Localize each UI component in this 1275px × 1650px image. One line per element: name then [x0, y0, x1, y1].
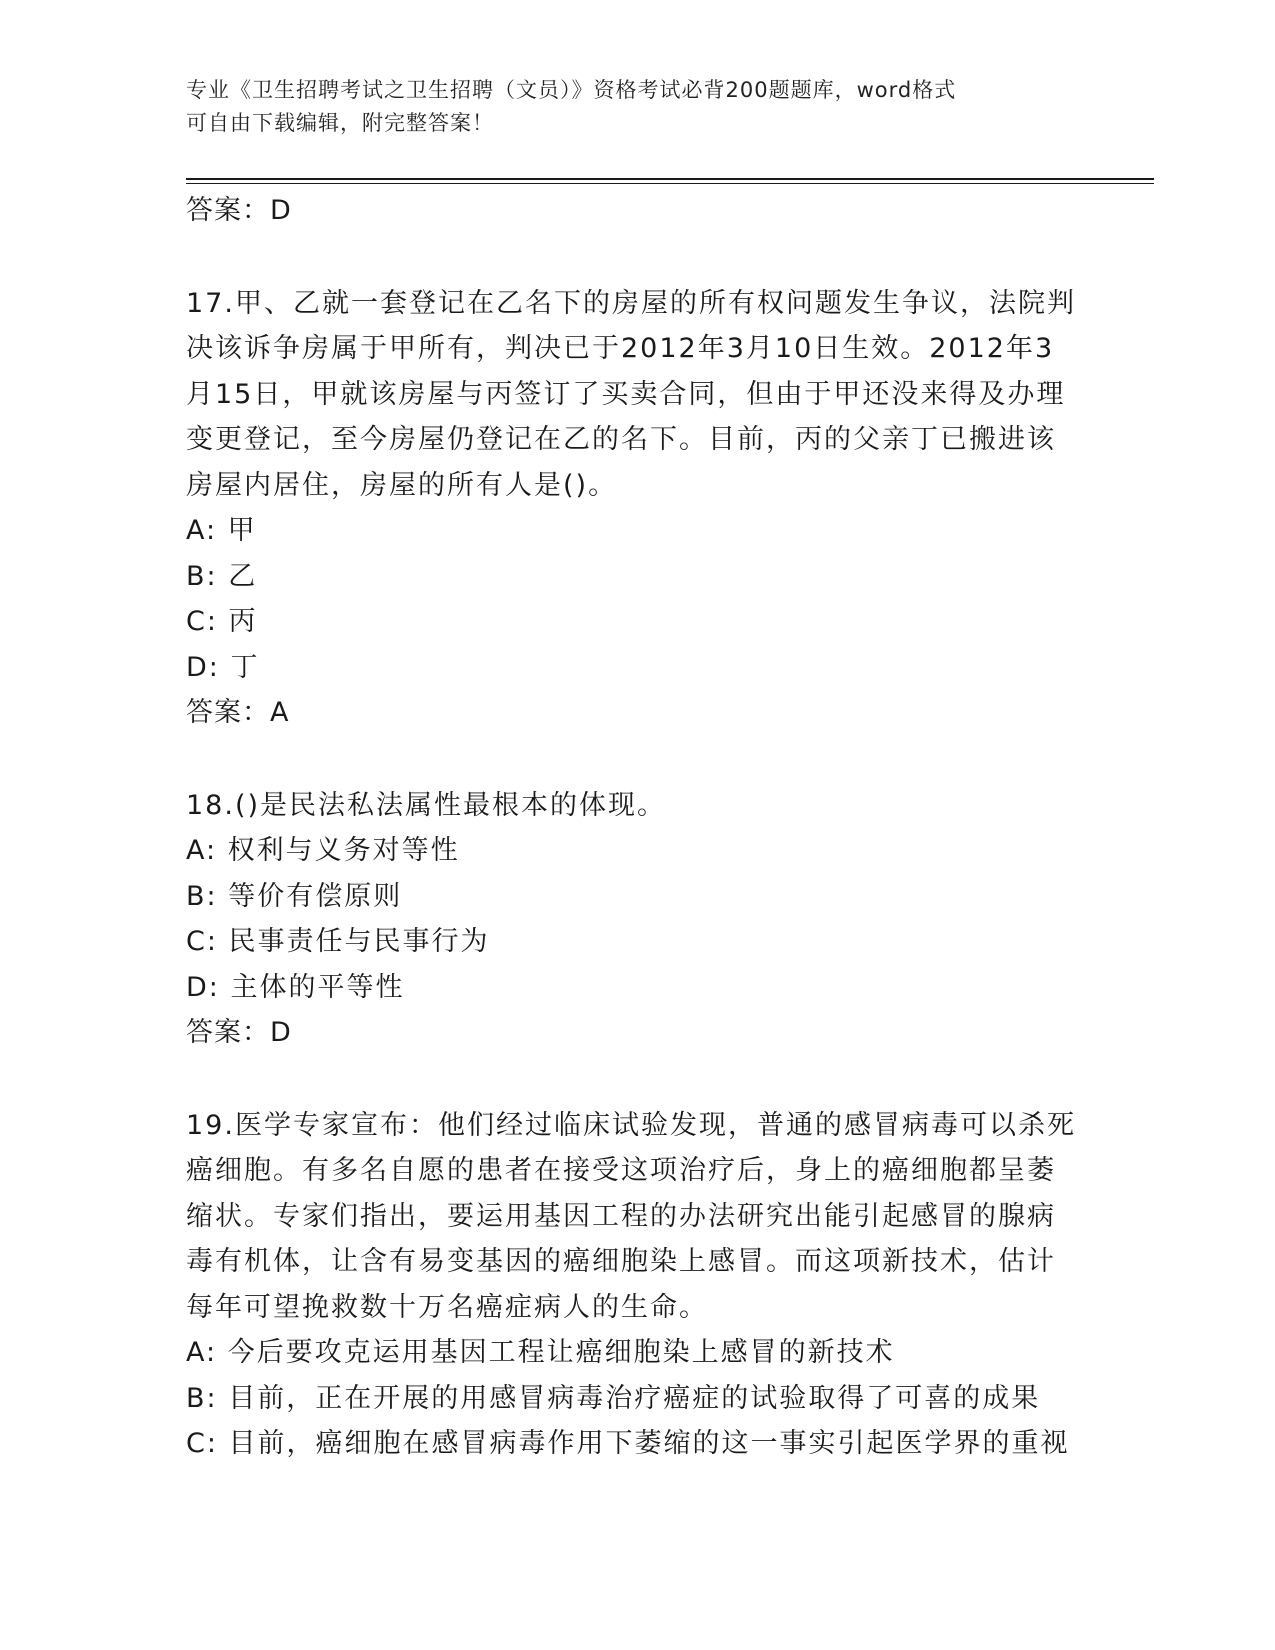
- question-text-line: 18.()是民法私法属性最根本的体现。: [186, 789, 667, 821]
- question-text-line: 19.医学专家宣布：他们经过临床试验发现，普通的感冒病毒可以杀死: [186, 1109, 1076, 1141]
- header-divider-thin: [186, 183, 1154, 184]
- option-b: B: 目前，正在开展的用感冒病毒治疗癌症的试验取得了可喜的成果: [186, 1382, 1041, 1414]
- spacer: [186, 1056, 1096, 1103]
- option-a: A: 权利与义务对等性: [186, 835, 460, 866]
- option-a: A: 甲: [186, 515, 257, 546]
- spacer: [186, 736, 1096, 783]
- question-text-line: 月15日，甲就该房屋与丙签订了买卖合同，但由于甲还没来得及办理: [186, 378, 1066, 410]
- question-block: [186, 281, 1096, 736]
- question-text-line: 房屋内居住，房屋的所有人是()。: [186, 469, 618, 501]
- header-line-1: 专业《卫生招聘考试之卫生招聘（文员）》资格考试必背200题题库，word格式: [186, 78, 957, 102]
- option-c: C: 民事责任与民事行为: [186, 926, 490, 957]
- question-text-line: 毒有机体，让含有易变基因的癌细胞染上感冒。而这项新技术，估计: [186, 1246, 1056, 1277]
- option-b: B: 乙: [186, 560, 258, 592]
- question-text-line: 17.甲、乙就一套登记在乙名下的房屋的所有权问题发生争议，法院判: [186, 287, 1076, 319]
- option-c: C: 目前，癌细胞在感冒病毒作用下萎缩的这一事实引起医学界的重视: [186, 1428, 1070, 1459]
- answer-line: 答案：A: [186, 697, 290, 728]
- option-d: D: 主体的平等性: [186, 971, 405, 1003]
- option-d: D: 丁: [186, 651, 260, 683]
- spacer: [186, 234, 1096, 281]
- answer-line: 答案：D: [186, 195, 292, 226]
- question-text-line: 癌细胞。有多名自愿的患者在接受这项治疗后，身上的癌细胞都呈萎: [186, 1155, 1056, 1186]
- option-c: C: 丙: [186, 606, 258, 637]
- question-text-line: 每年可望挽救数十万名癌症病人的生命。: [186, 1291, 708, 1323]
- header-line-2: 可自由下载编辑，附完整答案！: [186, 111, 494, 135]
- header-divider-thick: [186, 178, 1154, 180]
- question-block: [186, 1103, 1096, 1467]
- option-b: B: 等价有偿原则: [186, 880, 403, 912]
- document-header: [186, 74, 1066, 140]
- question-text-line: 缩状。专家们指出，要运用基因工程的办法研究出能引起感冒的腺病: [186, 1200, 1056, 1232]
- question-text-line: 变更登记，至今房屋仍登记在乙的名下。目前，丙的父亲丁已搬进该: [186, 424, 1056, 455]
- question-text-line: 决该诉争房属于甲所有，判决已于2012年3月10日生效。2012年3: [186, 333, 1055, 364]
- option-a: A: 今后要攻克运用基因工程让癌细胞染上感冒的新技术: [186, 1337, 895, 1368]
- answer-line: 答案：D: [186, 1017, 292, 1048]
- document-body: [186, 188, 1096, 1467]
- question-block: [186, 783, 1096, 1056]
